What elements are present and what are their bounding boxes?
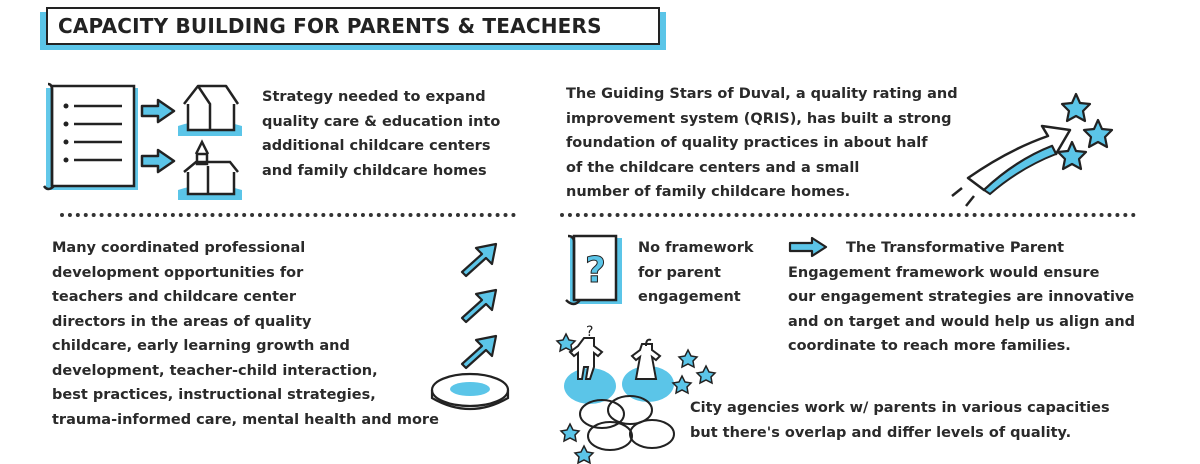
shooting-star-icon	[938, 90, 1118, 210]
transformative-line: coordinate to reach more families.	[788, 338, 1071, 354]
checklist-scroll-icon	[38, 82, 138, 197]
professional-dev-line: development opportunities for	[52, 264, 304, 281]
transformative-line: our engagement strategies are innovative	[788, 289, 1135, 305]
svg-text:?: ?	[585, 250, 606, 291]
guiding-stars-line: of the childcare centers and a small	[566, 159, 860, 176]
question-scroll-icon	[560, 234, 626, 310]
professional-dev-line: development, teacher-child interaction,	[52, 362, 378, 379]
guiding-stars-line: number of family childcare homes.	[566, 184, 851, 200]
guiding-stars-line: The Guiding Stars of Duval, a quality rating and	[566, 86, 958, 102]
transformative-line: Engagement framework would ensure	[788, 264, 1100, 281]
house-icon	[176, 80, 244, 138]
blue-arrow-icon	[140, 148, 176, 174]
no-framework-line: engagement	[638, 289, 741, 305]
divider-left	[60, 213, 516, 217]
transformative-line: and on target and would help us align and	[788, 313, 1136, 330]
strategy-line: and family childcare homes	[262, 162, 487, 179]
strategy-line: quality care & education into	[262, 113, 501, 130]
professional-dev-line: best practices, instructional strategies,	[52, 387, 376, 403]
transformative-line: The Transformative Parent	[846, 240, 1065, 256]
professional-dev-line: childcare, early learning growth and	[52, 338, 350, 354]
page-title: CAPACITY BUILDING FOR PARENTS & TEACHERS	[58, 14, 602, 38]
guiding-stars-line: foundation of quality practices in about half	[566, 135, 928, 151]
professional-dev-line: teachers and childcare center	[52, 289, 296, 305]
city-agencies-text	[690, 396, 1110, 445]
strategy-text	[262, 85, 500, 183]
strategy-line: Strategy needed to expand	[262, 89, 486, 105]
blue-arrow-icon	[140, 98, 176, 124]
professional-dev-line: trauma-informed care, mental health and more	[52, 411, 439, 428]
city-agencies-line: but there's overlap and differ levels of quality.	[690, 424, 1072, 441]
no-framework-text	[638, 236, 753, 310]
divider-right	[560, 213, 1136, 217]
guiding-stars-text	[566, 82, 958, 205]
no-framework-line: for parent	[638, 264, 721, 281]
city-agencies-line: City agencies work w/ parents in various capacities	[690, 400, 1110, 416]
growth-arrows-icon	[428, 236, 508, 412]
guiding-stars-line: improvement system (QRIS), has built a strong	[566, 110, 952, 127]
no-framework-line: No framework	[638, 240, 754, 256]
professional-dev-line: directors in the areas of quality	[52, 313, 312, 330]
strategy-line: additional childcare centers	[262, 138, 491, 154]
professional-development-text	[52, 236, 439, 432]
svg-text:?: ?	[586, 324, 594, 340]
school-house-icon	[176, 136, 244, 202]
professional-dev-line: Many coordinated professional	[52, 240, 306, 256]
transformative-text	[788, 236, 1135, 359]
